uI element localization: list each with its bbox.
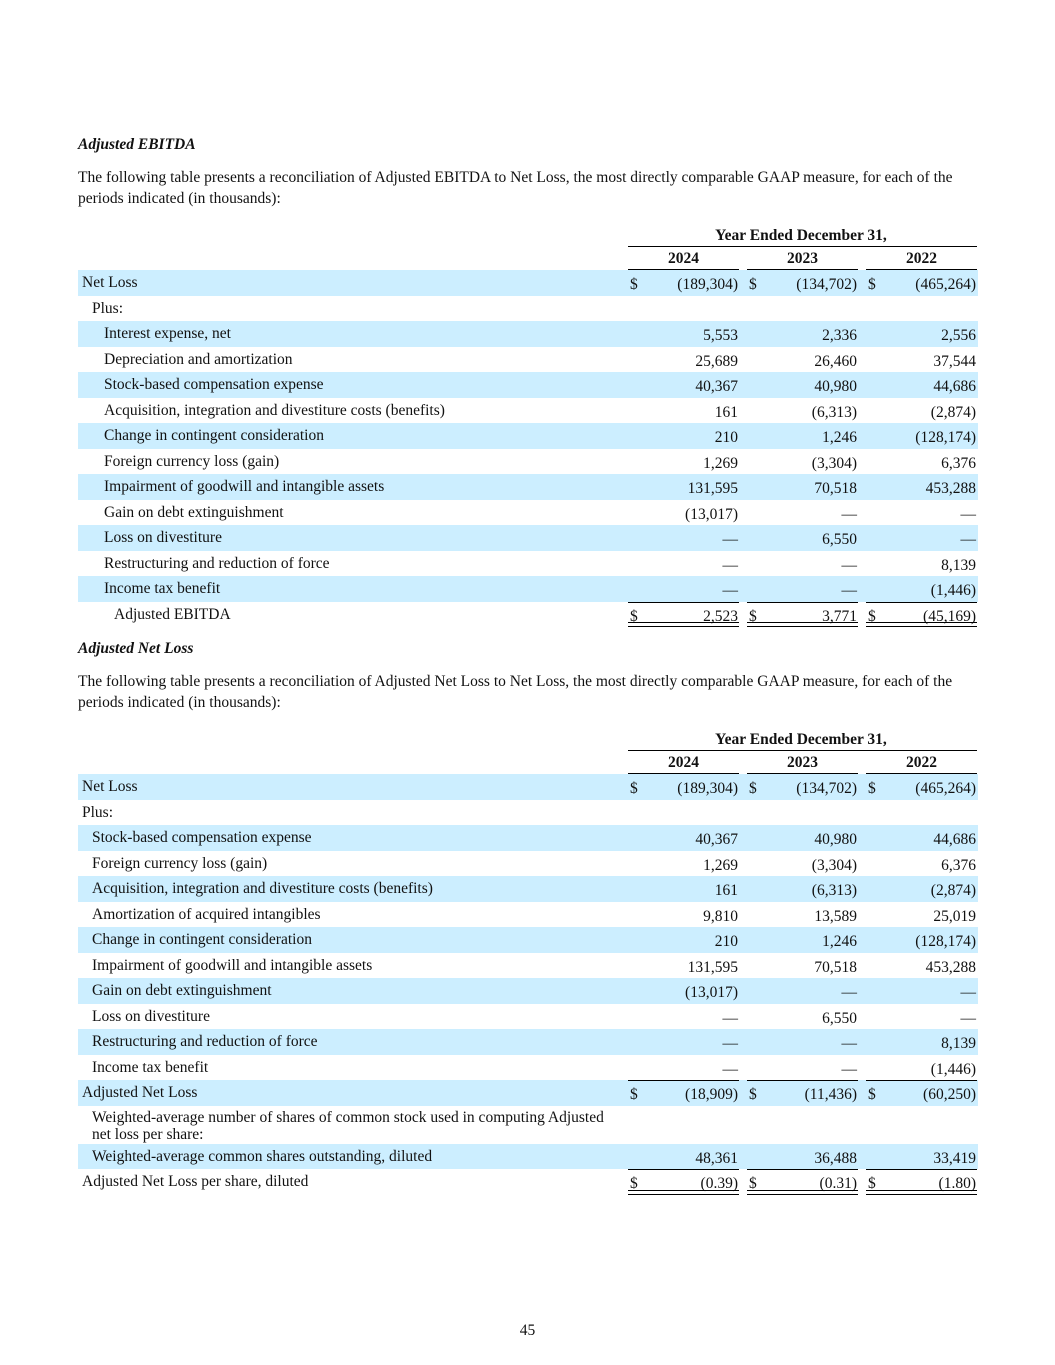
ebitda-value-2024: (13,017) [685, 505, 738, 523]
netloss-value-2022: 453,288 [925, 958, 976, 976]
netloss-row-label: Income tax benefit [92, 1058, 209, 1076]
ebitda-table-row [78, 449, 978, 475]
netloss-value-2024: 131,595 [687, 958, 738, 976]
ebitda-row-label: Income tax benefit [104, 580, 221, 597]
netloss-value-2024: 40,367 [695, 831, 738, 848]
netloss-row-label: Weighted-average number of shares of common stock used in computing Adjusted net loss per share: [92, 1108, 604, 1143]
netloss-value-2024: — [722, 1035, 738, 1052]
ebitda-value-2022: 2,556 [941, 327, 976, 344]
netloss-table-row [78, 876, 978, 902]
ebitda-reconciliation-table [78, 224, 978, 627]
ebitda-value-2023: (3,304) [811, 454, 857, 472]
netloss-dollar-sign: $ [868, 1086, 876, 1103]
netloss-dollar-sign: $ [868, 1175, 876, 1192]
netloss-row-label: Change in contingent consideration [92, 931, 312, 948]
netloss-dollar-sign: $ [749, 780, 757, 797]
netloss-value-2022: (1,446) [930, 1060, 976, 1078]
ebitda-table-row [78, 270, 978, 296]
ebitda-value-2024: 210 [714, 429, 738, 446]
netloss-table-row [78, 927, 978, 953]
netloss-value-2023: 70,518 [814, 958, 857, 976]
ebitda-intro-paragraph: The following table presents a reconciliation of Adjusted EBITDA to Net Loss, the most directly comparable GAAP measure, for each of the periods indicated (in thousands): [78, 169, 953, 207]
ebitda-value-2024: (189,304) [677, 276, 738, 293]
netloss-row-label: Loss on divestiture [92, 1007, 210, 1025]
ebitda-value-2024: 2,523 [703, 607, 738, 625]
netloss-table-row [78, 1169, 978, 1195]
netloss-value-2023: (11,436) [804, 1086, 857, 1103]
netloss-dollar-sign: $ [630, 1175, 638, 1192]
ebitda-value-2022: 453,288 [925, 480, 976, 497]
netloss-value-2023: 13,589 [814, 907, 857, 925]
ebitda-value-2022: (465,264) [915, 276, 976, 293]
ebitda-row-label: Depreciation and amortization [104, 350, 293, 368]
ebitda-value-2022: — [960, 531, 976, 548]
netloss-table-row [78, 851, 978, 877]
netloss-section-title: Adjusted Net Loss [78, 640, 194, 657]
netloss-intro-paragraph: The following table presents a reconciliation of Adjusted Net Loss to Net Loss, the most directly comparable GAAP measure, for each of the periods indicated (in thousands): [78, 673, 953, 711]
netloss-value-2023: — [841, 1060, 857, 1078]
netloss-value-2024: 210 [714, 933, 738, 950]
ebitda-table-body [78, 270, 978, 627]
ebitda-value-2024: 5,553 [703, 327, 738, 344]
ebitda-value-2023: (134,702) [796, 276, 857, 293]
netloss-value-2022: (465,264) [915, 780, 976, 797]
ebitda-row-label: Restructuring and reduction of force [104, 554, 330, 572]
netloss-table-row [78, 800, 978, 826]
netloss-row-label: Weighted-average common shares outstanding, diluted [92, 1147, 433, 1165]
netloss-table-row [78, 978, 978, 1004]
netloss-value-2024: (0.39) [700, 1175, 738, 1192]
netloss-table-row [78, 1004, 978, 1030]
netloss-value-2023: 1,246 [822, 933, 857, 950]
ebitda-table-row [78, 347, 978, 373]
ebitda-row-label: Stock-based compensation expense [104, 376, 324, 393]
netloss-row-label: Adjusted Net Loss per share, diluted [82, 1173, 309, 1190]
ebitda-value-2022: 6,376 [941, 454, 976, 472]
netloss-dollar-sign: $ [868, 780, 876, 797]
ebitda-row-label: Net Loss [82, 274, 138, 291]
netloss-table-row [78, 902, 978, 928]
netloss-value-2024: 1,269 [703, 856, 738, 874]
netloss-row-label: Foreign currency loss (gain) [92, 854, 268, 872]
netloss-row-label: Acquisition, integration and divestiture costs (benefits) [92, 880, 433, 897]
netloss-value-2022: 25,019 [933, 907, 976, 925]
netloss-value-2022: (1.80) [938, 1175, 976, 1192]
ebitda-dollar-sign: $ [749, 276, 757, 293]
netloss-value-2023: (3,304) [811, 856, 857, 874]
ebitda-table-row [78, 474, 978, 500]
netloss-value-2022: (128,174) [915, 933, 976, 950]
ebitda-table-row [78, 423, 978, 449]
ebitda-value-2022: 8,139 [941, 556, 976, 574]
netloss-value-2023: 40,980 [814, 831, 857, 848]
netloss-value-2023: — [841, 984, 857, 1001]
ebitda-dollar-sign: $ [749, 607, 757, 625]
netloss-value-2023: 36,488 [814, 1149, 857, 1167]
ebitda-period-header: Year Ended December 31, [715, 227, 887, 244]
netloss-value-2023: — [841, 1035, 857, 1052]
ebitda-value-2023: 3,771 [822, 607, 857, 625]
netloss-table-row [78, 1029, 978, 1055]
netloss-table-row [78, 774, 978, 800]
ebitda-value-2024: 1,269 [703, 454, 738, 472]
netloss-period-header: Year Ended December 31, [715, 731, 887, 748]
netloss-year-2023: 2023 [787, 754, 818, 771]
netloss-value-2024: — [722, 1060, 738, 1078]
netloss-value-2023: (6,313) [811, 882, 857, 899]
netloss-row-label: Stock-based compensation expense [92, 829, 312, 846]
netloss-row-label: Plus: [82, 803, 114, 821]
netloss-year-2024: 2024 [668, 754, 699, 771]
ebitda-value-2024: 40,367 [695, 378, 738, 395]
ebitda-row-label: Gain on debt extinguishment [104, 503, 284, 521]
ebitda-value-2024: 25,689 [695, 352, 738, 370]
netloss-dollar-sign: $ [749, 1086, 757, 1103]
ebitda-dollar-sign: $ [868, 607, 876, 625]
ebitda-table-row [78, 296, 978, 322]
netloss-value-2022: — [960, 984, 976, 1001]
netloss-value-2022: (2,874) [930, 882, 976, 899]
ebitda-value-2023: 1,246 [822, 429, 857, 446]
ebitda-value-2023: — [841, 505, 857, 523]
ebitda-value-2023: 2,336 [822, 327, 857, 344]
netloss-value-2022: 6,376 [941, 856, 976, 874]
netloss-row-label: Restructuring and reduction of force [92, 1033, 318, 1050]
ebitda-value-2024: — [722, 556, 738, 574]
ebitda-row-label: Adjusted EBITDA [114, 605, 231, 623]
netloss-value-2024: 161 [714, 882, 738, 899]
netloss-table-body [78, 774, 978, 1195]
page-number: 45 [519, 1322, 536, 1339]
netloss-table-row [78, 1144, 978, 1170]
netloss-value-2023: (0.31) [819, 1175, 857, 1192]
netloss-row-label: Gain on debt extinguishment [92, 982, 272, 999]
netloss-value-2024: 48,361 [695, 1149, 738, 1167]
netloss-value-2024: — [722, 1009, 738, 1027]
ebitda-value-2023: 26,460 [814, 352, 857, 370]
ebitda-value-2023: 6,550 [822, 531, 857, 548]
ebitda-value-2022: 37,544 [933, 352, 976, 370]
netloss-year-2022: 2022 [906, 754, 937, 771]
ebitda-value-2024: 131,595 [687, 480, 738, 497]
ebitda-value-2022: — [960, 505, 976, 523]
ebitda-table-row [78, 551, 978, 577]
ebitda-value-2022: (2,874) [930, 403, 976, 421]
ebitda-table-row [78, 525, 978, 551]
ebitda-year-2023: 2023 [787, 250, 818, 267]
ebitda-value-2023: — [841, 582, 857, 599]
netloss-row-label: Adjusted Net Loss [82, 1084, 198, 1101]
ebitda-value-2022: (1,446) [930, 582, 976, 599]
ebitda-dollar-sign: $ [630, 276, 638, 293]
ebitda-table-row [78, 398, 978, 424]
ebitda-row-label: Interest expense, net [104, 325, 231, 342]
ebitda-value-2024: — [722, 582, 738, 599]
ebitda-year-2022: 2022 [906, 250, 937, 267]
netloss-value-2022: — [960, 1009, 976, 1027]
ebitda-table-row [78, 372, 978, 398]
netloss-value-2022: 44,686 [933, 831, 976, 848]
ebitda-value-2024: 161 [714, 403, 738, 421]
ebitda-row-label: Plus: [92, 299, 124, 317]
netloss-table-row [78, 953, 978, 979]
ebitda-table-row [78, 576, 978, 602]
ebitda-row-label: Acquisition, integration and divestiture costs (benefits) [104, 401, 445, 419]
netloss-row-label: Amortization of acquired intangibles [92, 905, 321, 923]
netloss-value-2022: (60,250) [923, 1086, 976, 1103]
netloss-row-label: Net Loss [82, 778, 138, 795]
ebitda-value-2023: (6,313) [811, 403, 857, 421]
netloss-value-2024: (189,304) [677, 780, 738, 797]
ebitda-dollar-sign: $ [868, 276, 876, 293]
ebitda-table-row [78, 321, 978, 347]
ebitda-year-2024: 2024 [668, 250, 699, 267]
netloss-table-row [78, 1080, 978, 1106]
netloss-value-2024: 9,810 [703, 907, 738, 925]
ebitda-table-row [78, 500, 978, 526]
ebitda-value-2023: 70,518 [814, 480, 857, 497]
netloss-value-2024: (18,909) [685, 1086, 738, 1103]
netloss-value-2022: 8,139 [941, 1035, 976, 1052]
ebitda-table-row [78, 602, 978, 628]
ebitda-row-label: Foreign currency loss (gain) [104, 452, 280, 470]
netloss-row-label: Impairment of goodwill and intangible assets [92, 956, 373, 974]
netloss-value-2024: (13,017) [685, 984, 738, 1001]
ebitda-row-label: Change in contingent consideration [104, 427, 324, 444]
netloss-table-row [78, 1055, 978, 1081]
ebitda-row-label: Impairment of goodwill and intangible assets [104, 478, 385, 495]
ebitda-value-2022: 44,686 [933, 378, 976, 395]
ebitda-value-2022: (128,174) [915, 429, 976, 446]
netloss-value-2023: (134,702) [796, 780, 857, 797]
ebitda-section-title: Adjusted EBITDA [78, 136, 196, 153]
ebitda-value-2024: — [722, 531, 738, 548]
netloss-table-row [78, 1106, 978, 1144]
ebitda-value-2022: (45,169) [923, 607, 976, 625]
ebitda-row-label: Loss on divestiture [104, 529, 222, 546]
netloss-table-row [78, 825, 978, 851]
netloss-value-2023: 6,550 [822, 1009, 857, 1027]
ebitda-dollar-sign: $ [630, 607, 638, 625]
ebitda-value-2023: 40,980 [814, 378, 857, 395]
netloss-dollar-sign: $ [749, 1175, 757, 1192]
netloss-dollar-sign: $ [630, 1086, 638, 1103]
netloss-reconciliation-table [78, 728, 978, 1195]
ebitda-value-2023: — [841, 556, 857, 574]
netloss-dollar-sign: $ [630, 780, 638, 797]
netloss-value-2022: 33,419 [933, 1149, 976, 1167]
